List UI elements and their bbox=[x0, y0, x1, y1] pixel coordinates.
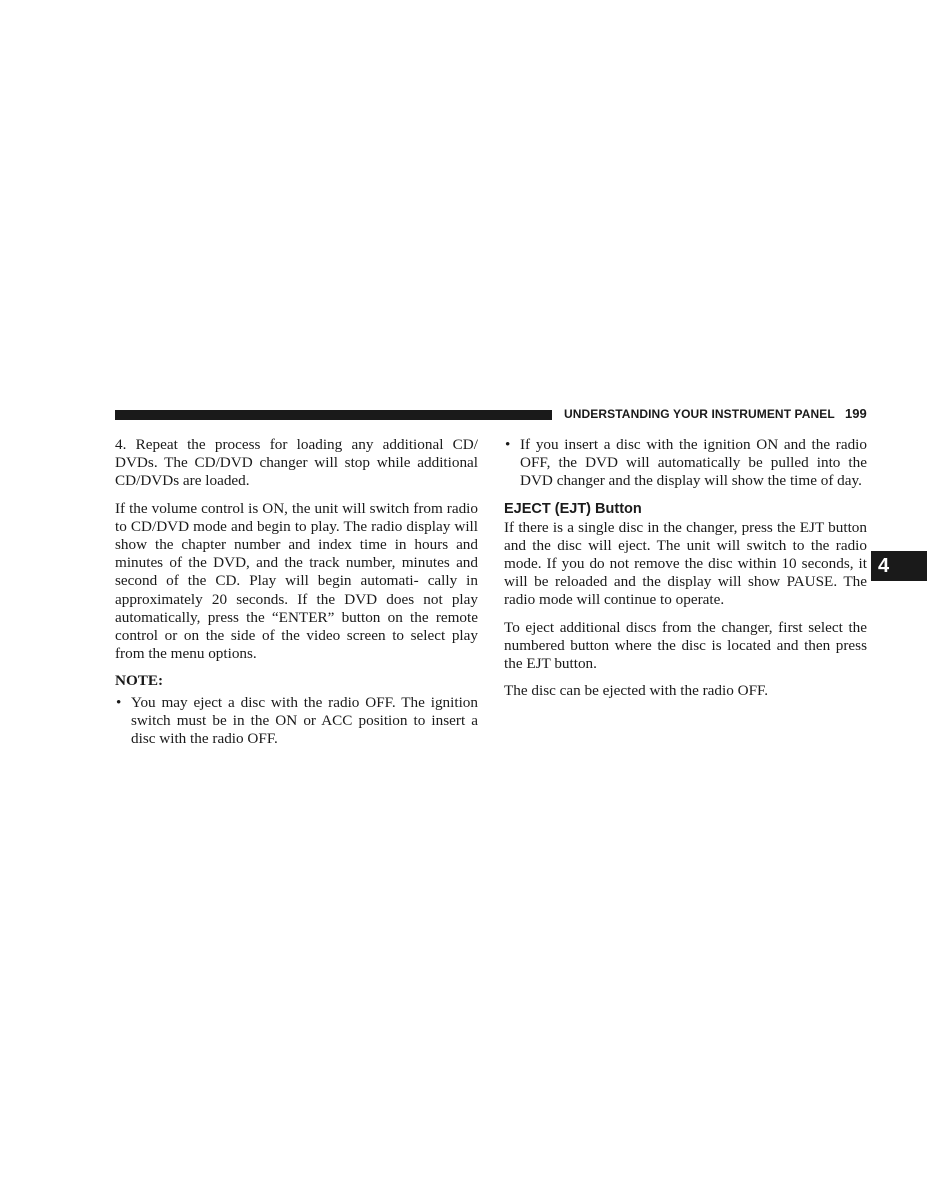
page-number: 199 bbox=[845, 406, 867, 421]
paragraph-loading-additional: 4. Repeat the process for loading any additional CD/ DVDs. The CD/DVD changer will stop while additional CD/DVDs are loaded. bbox=[115, 436, 478, 490]
header-rule bbox=[115, 410, 552, 420]
note-bullet-item bbox=[115, 694, 478, 749]
bullet-text: You may eject a disc with the radio OFF. The ignition switch must be in the ON or ACC position to insert a disc with the radio OFF. bbox=[131, 693, 478, 748]
note-bullet-item bbox=[504, 436, 867, 491]
right-column bbox=[504, 436, 867, 709]
bullet-icon: • bbox=[505, 436, 511, 453]
paragraph-volume-control: If the volume control is ON, the unit will switch from radio to CD/DVD mode and begin to play. The radio display will show the chapter number and index time in hours and minutes of the DVD, and the track number, minutes and second of the CD. Play will begin automati- cally in approximately 20 seconds. If the DVD does not play automatically, press the “ENTER” button on the remote control or on the side of the video screen to select play from the menu options. bbox=[115, 499, 478, 663]
paragraph-radio-off: The disc can be ejected with the radio OFF. bbox=[504, 682, 769, 700]
note-label: NOTE: bbox=[115, 672, 164, 690]
section-heading-eject: EJECT (EJT) Button bbox=[504, 500, 642, 517]
chapter-number: 4 bbox=[878, 555, 890, 577]
paragraph-single-disc: If there is a single disc in the changer, press the EJT button and the disc will eject. The unit will switch to the radio mode. If you do not remove the disc within 10 seconds, it will be reloaded and the display will show PAUSE. The radio mode will continue to operate. bbox=[504, 518, 867, 609]
paragraph-additional-discs: To eject additional discs from the changer, first select the numbered button where the disc is located and then press the EJT button. bbox=[504, 618, 867, 673]
bullet-icon: • bbox=[116, 693, 122, 711]
bullet-text: If you insert a disc with the ignition ON and the radio OFF, the DVD will automatically be pulled into the DVD changer and the display will show the time of day. bbox=[520, 436, 867, 490]
left-column bbox=[115, 436, 478, 757]
chapter-tab bbox=[871, 551, 927, 581]
page-header-title: UNDERSTANDING YOUR INSTRUMENT PANEL bbox=[564, 407, 835, 421]
